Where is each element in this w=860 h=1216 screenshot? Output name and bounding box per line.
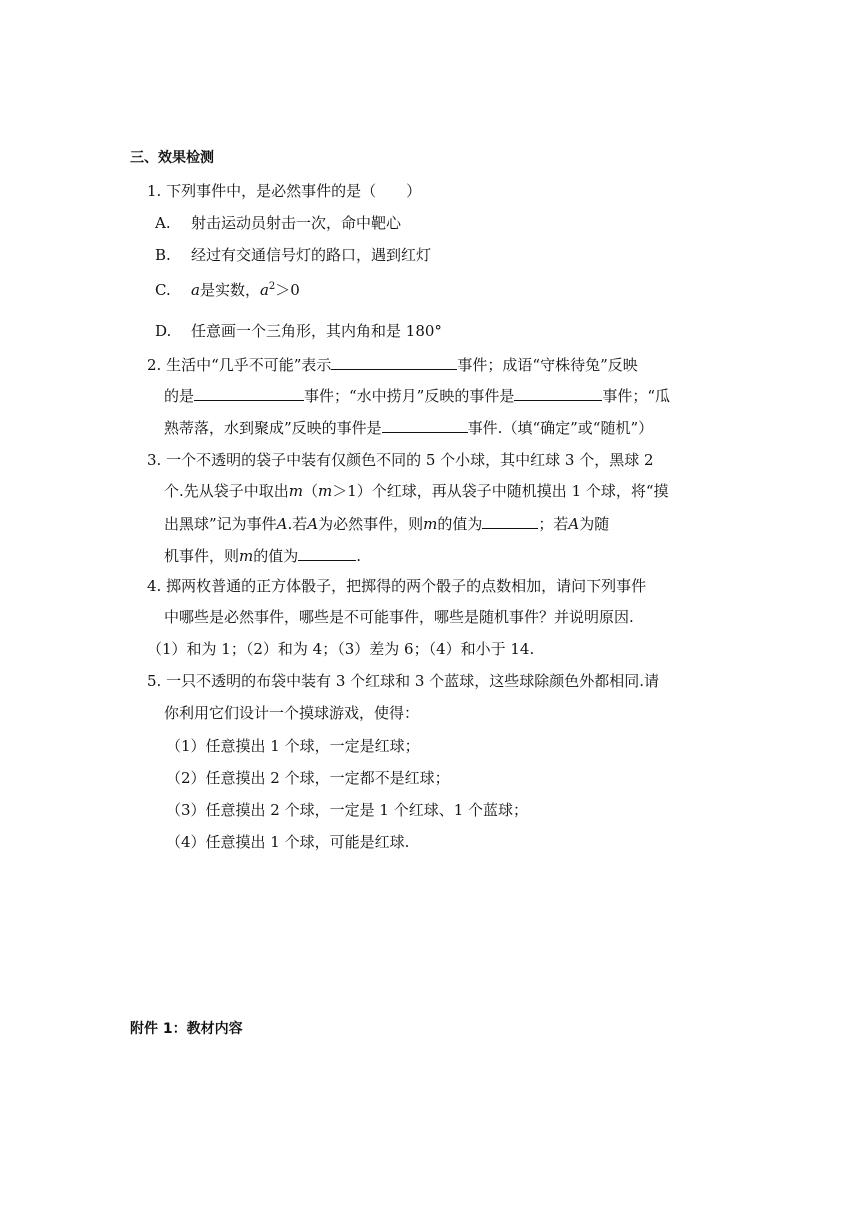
question-5-line-2: 你利用它们设计一个摸球游戏，使得： bbox=[164, 704, 420, 722]
math-variable: A bbox=[307, 515, 319, 533]
q1-option-c bbox=[155, 280, 300, 300]
option-label: D. bbox=[155, 322, 172, 340]
text-span: .若 bbox=[287, 515, 308, 533]
q5-item: （1）任意摸出 1 个球，一定是红球； bbox=[166, 737, 420, 755]
question-4-line-3: （1）和为 1；（2）和为 4；（3）差为 6；（4）和小于 14. bbox=[147, 640, 535, 658]
text-span: 机事件，则 bbox=[164, 547, 240, 565]
question-4-line-2: 中哪些是必然事件，哪些是不可能事件，哪些是随机事件？并说明原因. bbox=[164, 608, 634, 626]
text-span: （ bbox=[303, 482, 319, 500]
answer-blank[interactable] bbox=[194, 384, 304, 401]
math-variable: a bbox=[191, 281, 200, 299]
option-text: 任意画一个三角形，其内角和是 180° bbox=[191, 322, 442, 340]
text-span: 2. 生活中“几乎不可能”表示 bbox=[147, 356, 332, 374]
option-text: 经过有交通信号灯的路口，遇到红灯 bbox=[191, 246, 432, 264]
text-span: ；若 bbox=[538, 515, 569, 533]
question-1-stem: 1. 下列事件中，是必然事件的是（ ） bbox=[147, 182, 422, 200]
text-span: 事件.（填“确定”或“随机”） bbox=[467, 419, 654, 437]
q1-option-b bbox=[155, 245, 431, 265]
text-span: 熟蒂落，水到聚成”反映的事件是 bbox=[164, 419, 382, 437]
text-span: . bbox=[356, 547, 362, 565]
answer-blank[interactable] bbox=[331, 353, 457, 370]
math-variable: m bbox=[239, 547, 254, 565]
math-variable: m bbox=[423, 515, 438, 533]
math-variable: m bbox=[318, 482, 333, 500]
question-2-line-3 bbox=[164, 416, 653, 438]
answer-blank[interactable] bbox=[482, 512, 538, 529]
q5-item: （3）任意摸出 2 个球，一定是 1 个红球、1 个蓝球； bbox=[166, 801, 529, 819]
text-span: ＞1）个红球，再从袋子中随机摸出 1 个球，将“摸 bbox=[332, 482, 669, 500]
text-span: 出黑球”记为事件 bbox=[164, 515, 277, 533]
math-variable: A bbox=[568, 515, 580, 533]
appendix-title: 附件 1：教材内容 bbox=[130, 1021, 243, 1037]
q1-option-a bbox=[155, 213, 401, 233]
option-text: 是实数， bbox=[199, 281, 260, 299]
text-span: 事件；成语“守株待兔”反映 bbox=[457, 356, 638, 374]
text-span: 事件；“水中捞月”反映的事件是 bbox=[304, 387, 515, 405]
text-span: 为必然事件，则 bbox=[318, 515, 424, 533]
answer-blank[interactable] bbox=[514, 384, 602, 401]
answer-blank[interactable] bbox=[298, 544, 356, 561]
question-3-line-4 bbox=[164, 544, 361, 566]
text-span: 为随 bbox=[579, 515, 610, 533]
text-span: 个.先从袋子中取出 bbox=[164, 482, 289, 500]
math-exponent: 2 bbox=[268, 281, 276, 292]
text-span: 的是 bbox=[164, 387, 195, 405]
option-label: B. bbox=[155, 246, 171, 264]
text-span: 的值为 bbox=[437, 515, 483, 533]
text-span: 事件；“瓜 bbox=[602, 387, 671, 405]
q1-option-d bbox=[155, 321, 442, 341]
question-4-line-1: 4. 掷两枚普通的正方体骰子，把掷得的两个骰子的点数相加，请问下列事件 bbox=[147, 577, 647, 595]
text-span: 的值为 bbox=[253, 547, 299, 565]
answer-blank[interactable] bbox=[382, 416, 468, 433]
question-2-line-1 bbox=[147, 353, 638, 375]
question-2-line-2 bbox=[164, 384, 670, 406]
question-3-line-3 bbox=[164, 512, 609, 534]
question-3-line-2 bbox=[164, 481, 669, 501]
math-variable: m bbox=[288, 482, 304, 500]
option-text: ＞0 bbox=[275, 281, 300, 299]
question-3-line-1: 3. 一个不透明的袋子中装有仅颜色不同的 5 个小球，其中红球 3 个，黑球 2 bbox=[147, 451, 654, 469]
section-title: 三、效果检测 bbox=[130, 150, 214, 166]
math-variable: a bbox=[259, 281, 269, 299]
math-variable: A bbox=[276, 515, 288, 533]
question-5-line-1: 5. 一只不透明的布袋中装有 3 个红球和 3 个蓝球，这些球除颜色外都相同.请 bbox=[147, 672, 660, 690]
option-text: 射击运动员射击一次，命中靶心 bbox=[191, 214, 402, 232]
option-label: C. bbox=[155, 281, 171, 299]
q5-item: （2）任意摸出 2 个球，一定都不是红球； bbox=[166, 769, 450, 787]
q5-item: （4）任意摸出 1 个球，可能是红球. bbox=[166, 833, 410, 851]
option-label: A. bbox=[155, 214, 171, 232]
